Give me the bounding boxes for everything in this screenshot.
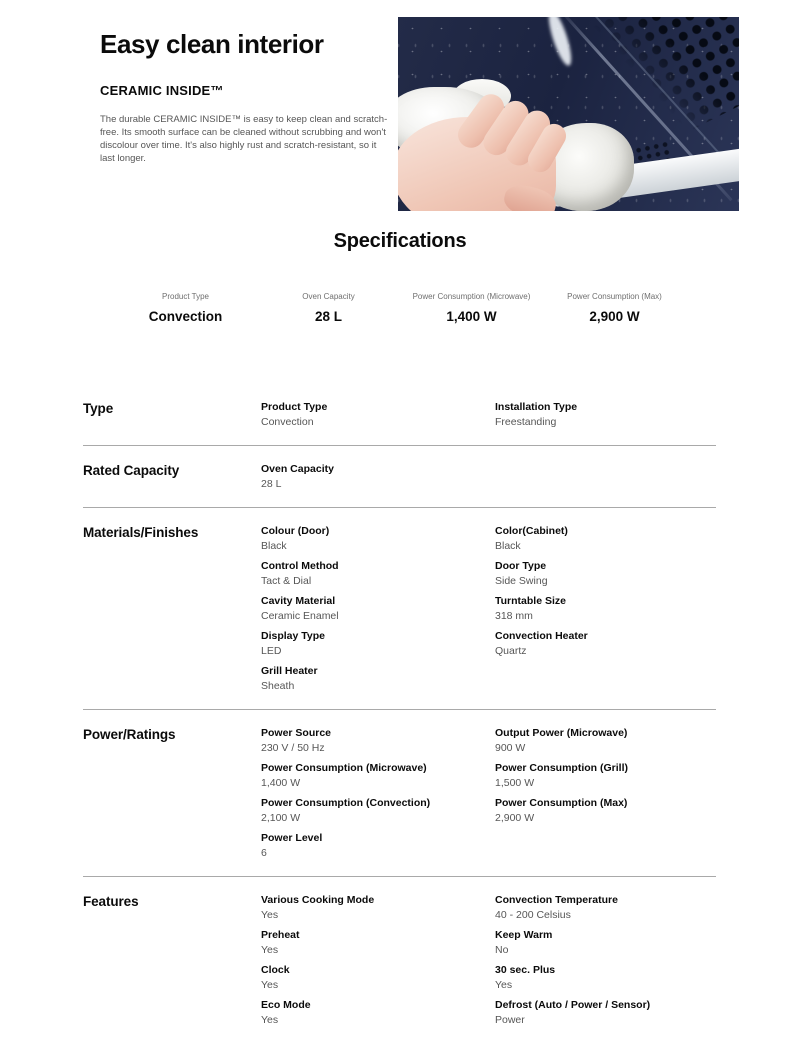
- spec-item-label: Color(Cabinet): [495, 525, 568, 537]
- spec-item-value: 2,100 W: [261, 812, 301, 824]
- hero-text-block: [100, 30, 392, 165]
- spec-item-label: Product Type: [261, 401, 328, 413]
- spec-item: [261, 401, 495, 429]
- spec-item: [495, 595, 716, 623]
- hero-description: The durable CERAMIC INSIDE™ is easy to keep clean and scratch-free. Its smooth surface can be cleaned without scrubbing and won't discolour over time. It's also highly rust and scratch-resistant, so it last longer.: [100, 114, 388, 164]
- spec-item: [261, 595, 495, 623]
- spec-item-value: Power: [495, 1014, 525, 1026]
- spec-item-label: Output Power (Microwave): [495, 727, 628, 739]
- spec-item-value: 28 L: [261, 478, 282, 490]
- highlight-item: [543, 292, 686, 324]
- spec-item-value: 2,900 W: [495, 812, 535, 824]
- spec-item-label: 30 sec. Plus: [495, 964, 556, 976]
- spec-item: [261, 894, 495, 922]
- spec-item: [261, 797, 495, 825]
- spec-item: [495, 560, 716, 588]
- spec-item-label: Grill Heater: [261, 665, 318, 677]
- spec-item: [261, 929, 495, 957]
- spec-item-label: Power Consumption (Convection): [261, 797, 431, 809]
- spec-section: [83, 508, 716, 710]
- highlight-value: 28 L: [314, 309, 342, 324]
- spec-item-label: Door Type: [495, 560, 547, 572]
- spec-item: [261, 665, 495, 693]
- spec-item-label: Installation Type: [495, 401, 578, 413]
- spec-item-label: Convection Heater: [495, 630, 588, 642]
- spec-item-value: 230 V / 50 Hz: [261, 742, 325, 754]
- spec-section-items: [261, 727, 716, 867]
- spec-item-value: Black: [495, 540, 521, 552]
- spec-section-title: Rated Capacity: [83, 463, 180, 478]
- spec-section-items: [261, 463, 716, 498]
- highlight-item: [257, 292, 400, 324]
- spec-section: [83, 710, 716, 877]
- hero-title: Easy clean interior: [100, 29, 324, 59]
- highlight-label: Power Consumption (Microwave): [412, 292, 531, 301]
- spec-highlights-row: [114, 292, 686, 324]
- spec-item: [261, 560, 495, 588]
- spec-section: [83, 877, 716, 1043]
- highlight-label: Oven Capacity: [302, 292, 355, 301]
- spec-item-value: Black: [261, 540, 287, 552]
- spec-item-label: Control Method: [261, 560, 339, 572]
- spec-item-value: 1,400 W: [261, 777, 301, 789]
- specifications-title: Specifications: [333, 230, 467, 252]
- highlight-value: 2,900 W: [589, 309, 640, 324]
- spec-item-label: Display Type: [261, 630, 325, 642]
- spec-item: [261, 999, 495, 1027]
- spec-item-label: Keep Warm: [495, 929, 553, 941]
- spec-item: [261, 832, 495, 860]
- hero-subtitle: CERAMIC INSIDE™: [100, 83, 224, 98]
- spec-item-value: Yes: [261, 979, 279, 991]
- spec-item-value: Side Swing: [495, 575, 548, 587]
- spec-item-label: Power Consumption (Grill): [495, 762, 628, 774]
- spec-item-value: Yes: [261, 909, 279, 921]
- spec-item-value: LED: [261, 645, 282, 657]
- spec-item-label: Turntable Size: [495, 595, 566, 607]
- spec-item-value: 6: [261, 847, 267, 859]
- spec-section-items: [261, 894, 716, 1034]
- spec-item-label: Power Consumption (Microwave): [261, 762, 427, 774]
- spec-section-title: Materials/Finishes: [83, 525, 199, 540]
- spec-item-value: No: [495, 944, 509, 956]
- spec-item-label: Clock: [261, 964, 290, 976]
- spec-item-value: Sheath: [261, 680, 295, 692]
- spec-section-items: [261, 401, 716, 436]
- highlight-label: Power Consumption (Max): [567, 292, 662, 301]
- spec-item-value: 1,500 W: [495, 777, 535, 789]
- spec-item-label: Power Level: [261, 832, 323, 844]
- spec-item: [261, 630, 495, 658]
- spec-item-label: Eco Mode: [261, 999, 311, 1011]
- highlight-value: Convection: [148, 309, 223, 324]
- spec-item-value: 900 W: [495, 742, 526, 754]
- spec-item-value: Convection: [261, 416, 314, 428]
- spec-section: [83, 392, 716, 446]
- highlight-label: Product Type: [162, 292, 209, 301]
- spec-item: [495, 964, 716, 992]
- spec-item-value: Freestanding: [495, 416, 557, 428]
- spec-item: [261, 727, 495, 755]
- spec-section-title: Power/Ratings: [83, 727, 176, 742]
- spec-item-value: Tact & Dial: [261, 575, 312, 587]
- spec-table: [83, 392, 716, 1043]
- spec-item: [495, 929, 716, 957]
- spec-item: [495, 797, 716, 825]
- spec-item: [261, 463, 495, 491]
- spec-item-label: Cavity Material: [261, 595, 336, 607]
- spec-item: [495, 630, 716, 658]
- spec-item-value: Ceramic Enamel: [261, 610, 339, 622]
- highlight-value: 1,400 W: [446, 309, 497, 324]
- spec-section-items: [261, 525, 716, 700]
- spec-item: [495, 894, 716, 922]
- spec-item: [495, 525, 716, 553]
- highlight-item: [400, 292, 543, 324]
- spec-item-label: Power Consumption (Max): [495, 797, 628, 809]
- spec-item-label: Defrost (Auto / Power / Sensor): [495, 999, 651, 1011]
- spec-item-label: Various Cooking Mode: [261, 894, 375, 906]
- spec-item-label: Preheat: [261, 929, 300, 941]
- spec-item: [261, 964, 495, 992]
- spec-item: [261, 762, 495, 790]
- spec-section-title: Type: [83, 401, 114, 416]
- spec-item-value: Yes: [495, 979, 513, 991]
- spec-item-value: 40 - 200 Celsius: [495, 909, 571, 921]
- spec-item: [495, 999, 716, 1027]
- spec-item-label: Convection Temperature: [495, 894, 618, 906]
- spec-item-value: 318 mm: [495, 610, 533, 622]
- spec-item-label: Oven Capacity: [261, 463, 334, 475]
- highlight-item: [114, 292, 257, 324]
- spec-item: [495, 727, 716, 755]
- spec-section-title: Features: [83, 894, 139, 909]
- spec-item: [495, 762, 716, 790]
- spec-item-value: Yes: [261, 1014, 279, 1026]
- spec-item-value: Quartz: [495, 645, 527, 657]
- microwave-interior-photo: [398, 17, 739, 211]
- spec-item-label: Power Source: [261, 727, 332, 739]
- spec-item: [261, 525, 495, 553]
- spec-item-label: Colour (Door): [261, 525, 330, 537]
- spec-section: [83, 446, 716, 508]
- spec-item: [495, 401, 716, 429]
- spec-item-value: Yes: [261, 944, 279, 956]
